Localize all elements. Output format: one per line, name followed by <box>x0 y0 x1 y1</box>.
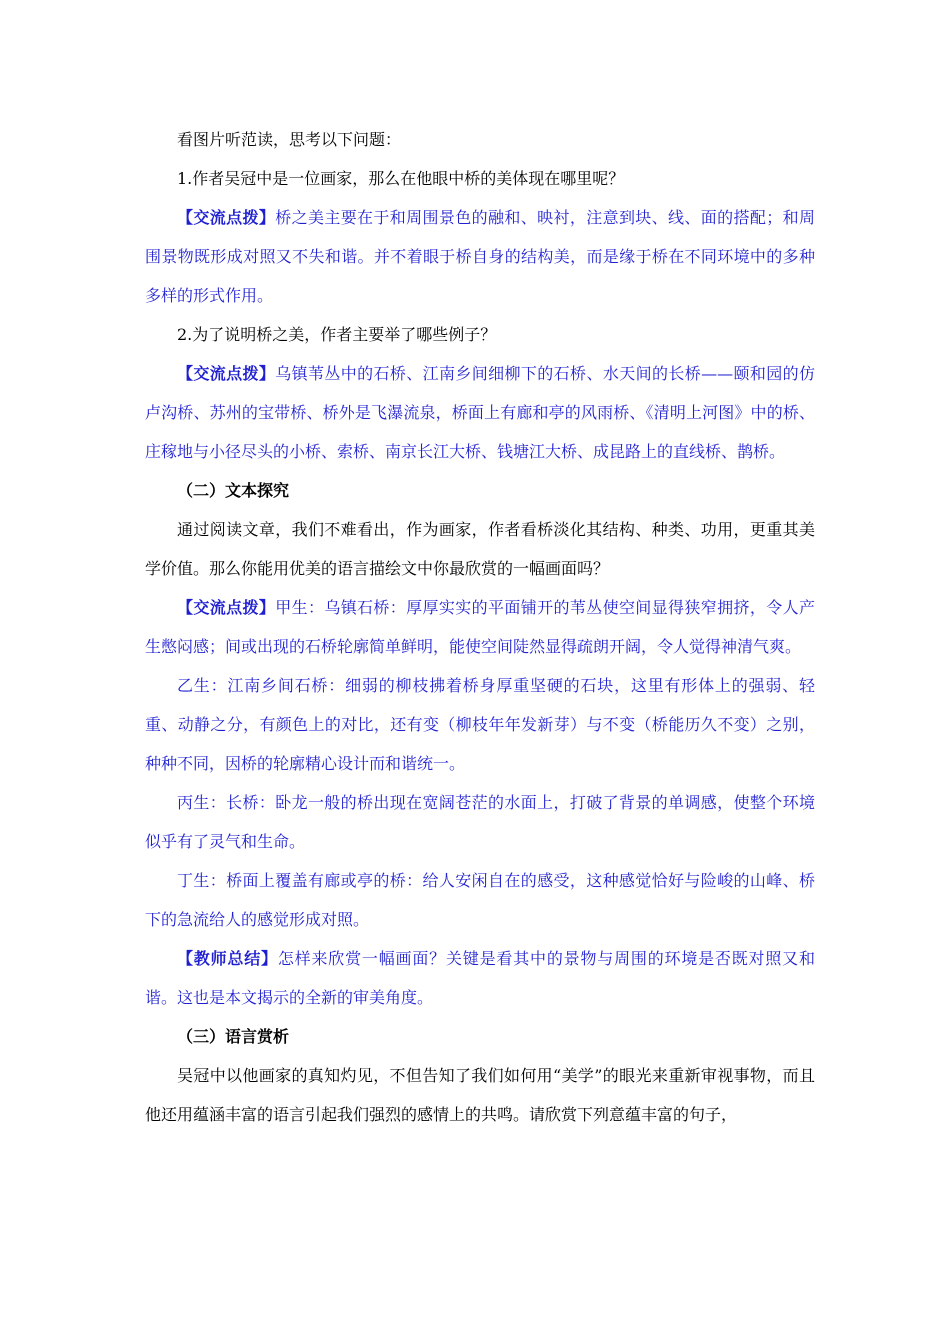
question-1: 1.作者吴冠中是一位画家，那么在他眼中桥的美体现在哪里呢？ <box>177 169 625 188</box>
question-2: 2.为了说明桥之美，作者主要举了哪些例子？ <box>177 325 497 344</box>
discussion-tag: 【交流点拨】 <box>177 208 276 227</box>
section-3-heading: （三）语言赏析 <box>177 1027 290 1046</box>
student-yi: 乙生：江南乡间石桥：细弱的柳枝拂着桥身厚重坚硬的石块，这里有形体上的强弱、轻重、动静之分，有颜色上的对比，还有变（柳枝年年发新芽）与不变（桥能历久不变）之别，种种不同，因桥的轮廓精心设计而和谐统一。 <box>145 676 815 773</box>
answer-2 <box>145 354 815 471</box>
summary-text: 怎样来欣赏一幅画面？关键是看其中的景物与周围的环境是否既对照又和谐。这也是本文揭示的全新的审美角度。 <box>145 949 815 1007</box>
answer-3-text: 甲生：乌镇石桥：厚厚实实的平面铺开的苇丛使空间显得狭窄拥挤，令人产生憋闷感；间或出现的石桥轮廓简单鲜明，能使空间陡然显得疏朗开阔，令人觉得神清气爽。 <box>145 598 815 656</box>
section-2-text: 通过阅读文章，我们不难看出，作为画家，作者看桥淡化其结构、种类、功用，更重其美学价值。那么你能用优美的语言描绘文中你最欣赏的一幅画面吗？ <box>145 520 815 578</box>
document-page <box>145 120 815 1134</box>
intro-text: 看图片听范读，思考以下问题： <box>177 130 402 149</box>
teacher-summary <box>145 939 815 1017</box>
answer-3 <box>145 588 815 666</box>
summary-tag: 【教师总结】 <box>177 949 278 968</box>
discussion-tag: 【交流点拨】 <box>177 598 276 617</box>
answer-2-text: 乌镇苇丛中的石桥、江南乡间细柳下的石桥、水天间的长桥——颐和园的仿卢沟桥、苏州的宝带桥、桥外是飞瀑流泉，桥面上有廊和亭的风雨桥、《清明上河图》中的桥、庄稼地与小径尽头的小桥、索桥、南京长江大桥、钱塘江大桥、成昆路上的直线桥、鹊桥。 <box>145 364 815 461</box>
answer-1 <box>145 198 815 315</box>
answer-1-text: 桥之美主要在于和周围景色的融和、映衬，注意到块、线、面的搭配；和周围景物既形成对照又不失和谐。并不着眼于桥自身的结构美，而是缘于桥在不同环境中的多种多样的形式作用。 <box>145 208 815 305</box>
student-bing: 丙生：长桥：卧龙一般的桥出现在宽阔苍茫的水面上，打破了背景的单调感，使整个环境似乎有了灵气和生命。 <box>145 793 815 851</box>
discussion-tag: 【交流点拨】 <box>177 364 276 383</box>
section-3-text: 吴冠中以他画家的真知灼见，不但告知了我们如何用“美学”的眼光来重新审视事物，而且他还用蕴涵丰富的语言引起我们强烈的感情上的共鸣。请欣赏下列意蕴丰富的句子， <box>145 1066 815 1124</box>
student-ding: 丁生：桥面上覆盖有廊或亭的桥：给人安闲自在的感受，这种感觉恰好与险峻的山峰、桥下的急流给人的感觉形成对照。 <box>145 871 815 929</box>
section-2-heading: （二）文本探究 <box>177 481 290 500</box>
